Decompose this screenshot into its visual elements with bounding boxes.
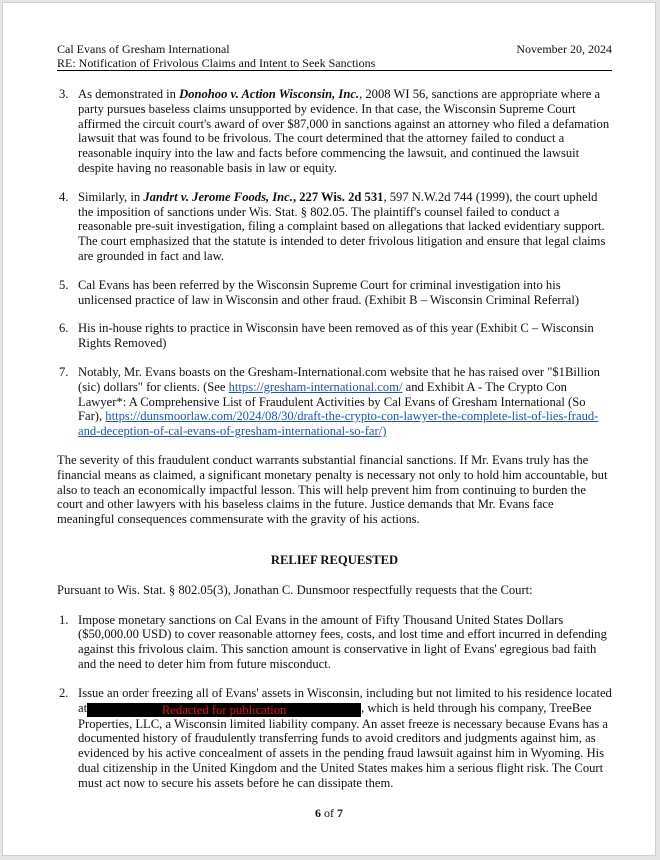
item-number: 7. <box>59 364 69 379</box>
list-item <box>57 613 612 672</box>
document-page <box>2 2 656 856</box>
list-item <box>57 190 612 264</box>
item-number: 5. <box>59 277 69 292</box>
case-citation: Donohoo v. Action Wisconsin, Inc. <box>179 87 360 101</box>
header-subject: RE: Notification of Frivolous Claims and Intent to Seek Sanctions <box>57 56 376 70</box>
item-text: Impose monetary sanctions on Cal Evans in the amount of Fifty Thousand United States Dollars ($50,000.00 USD) to cover reasonable attorney fees, costs, and lost time and effort incurred in defending against this frivolous claim. This sanction amount is conservative in light of Evans' egregious bad faith and the need to deter him from future misconduct. <box>78 612 607 671</box>
page-footer <box>3 806 655 821</box>
redaction-box: Redacted for publication <box>87 703 361 717</box>
item-number: 3. <box>59 87 69 101</box>
header-date: November 20, 2024 <box>516 42 612 56</box>
relief-list <box>57 613 612 791</box>
page-header <box>57 43 612 71</box>
case-reporter: , 227 Wis. 2d 531 <box>292 189 384 204</box>
item-text: His in-house rights to practice in Wisconsin have been removed as of this year (Exhibit C – Wisconsin Rights Removed) <box>78 321 594 351</box>
item-number: 2. <box>59 685 69 700</box>
page-of: of <box>321 806 337 820</box>
item-text: Notably, Mr. Evans boasts on the Gresham-International.com website that he has raised over "$1Billion (sic) dollars" for clients. (See <box>78 364 600 394</box>
item-text: Similarly, in <box>78 189 144 204</box>
gresham-website-link[interactable]: https://gresham-international.com/ <box>228 379 403 394</box>
page-total: 7 <box>337 806 343 820</box>
item-number: 1. <box>59 612 69 627</box>
item-text: Issue an order freezing all of Evans' assets in Wisconsin, including but not limited to his residence located at <box>78 685 612 715</box>
argument-list <box>57 87 612 439</box>
dunsmoorlaw-article-link[interactable]: https://dunsmoorlaw.com/2024/08/30/draft-the-crypto-con-lawyer-the-complete-list-of-lies-fraud-and-deception-of-cal-evans-of-gresham-international-so-far/) <box>78 409 599 439</box>
header-sender: Cal Evans of Gresham International <box>57 42 230 56</box>
item-text: Cal Evans has been referred by the Wisconsin Supreme Court for criminal investigation into his unlicensed practice of law in Wisconsin and other fraud. (Exhibit B – Wisconsin Criminal Referral) <box>78 277 580 307</box>
item-text: , 2008 WI 56, sanctions are appropriate where a party pursues baseless claims unsupported by evidence. In that case, the Wisconsin Supreme Court affirmed the circuit court's award of over $87,000 in sanctions against an attorney who filed a defamation lawsuit that was found to be frivolous. The court determined that the attorney failed to conduct a reasonable inquiry into the law and facts before commencing the lawsuit, and continued the lawsuit despite having no reasonable basis in law or equity. <box>78 87 610 175</box>
severity-paragraph: The severity of this fraudulent conduct warrants substantial financial sanctions. If Mr. Evans truly has the financial means as claimed, a significant monetary penalty is necessary not only to hold him accountable, but also to teach an economically impactful lesson. This will help prevent him from continuing to burden the court and other lawyers with his baseless claims in the future. Justice demands that Mr. Evans face meaningful consequences commensurate with the gravity of his actions. <box>57 452 608 527</box>
relief-intro: Pursuant to Wis. Stat. § 802.05(3), Jonathan C. Dunsmoor respectfully requests that the Court: <box>57 582 533 597</box>
list-item <box>57 87 612 176</box>
case-citation: Jandrt v. Jerome Foods, Inc. <box>143 189 293 204</box>
item-text: , which is held through his company, TreeBee Properties, LLC, a Wisconsin limited liability company. An asset freeze is necessary because Evans has a documented history of fraudulently transferring funds to avoid creditors and judgments against him, as evidenced by his active concealment of assets in the pending fraud lawsuit against him in Wyoming. His dual citizenship in the United Kingdom and the United States makes him a serious flight risk. The Court must act now to secure his assets before he can dissipate them. <box>78 700 609 790</box>
item-number: 4. <box>59 189 69 204</box>
page-number: 6 <box>315 806 321 820</box>
list-item <box>57 365 612 439</box>
item-text: , 597 N.W.2d 744 (1999), the court upheld the imposition of sanctions under Wis. Stat. § 802.05. The plaintiff's counsel failed to conduct a reasonable pre-suit investigation, filing a complaint based on allegations that lacked evidentiary support. The court emphasized that the statute is intended to deter frivolous litigation and ensure that legal claims are grounded in fact and law. <box>78 189 606 263</box>
list-item <box>57 321 612 351</box>
list-item <box>57 686 612 791</box>
section-heading: RELIEF REQUESTED <box>270 552 399 567</box>
item-number: 6. <box>59 321 69 336</box>
item-text: As demonstrated in <box>78 87 180 101</box>
item-text: and Exhibit A - The Crypto Con Lawyer*: A Comprehensive List of Fraudulent Activities by Cal Evans of Gresham International (So Far), <box>78 379 586 424</box>
header-subject-line <box>57 57 612 71</box>
document-body <box>57 87 612 804</box>
list-item <box>57 278 612 308</box>
